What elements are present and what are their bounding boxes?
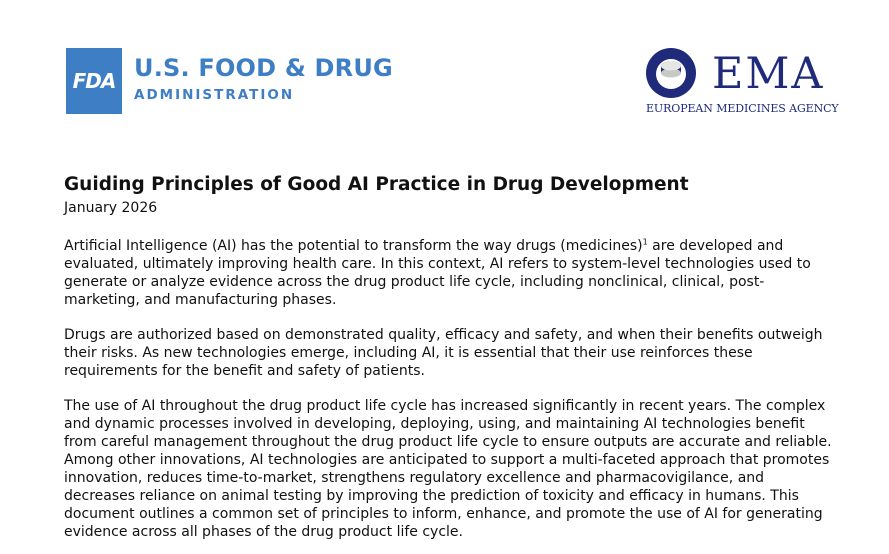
- fda-logo: [66, 48, 393, 114]
- paragraph-intro: [64, 237, 834, 309]
- fda-wordmark: [134, 54, 393, 104]
- document-title: Guiding Principles of Good AI Practice in Drug Development: [64, 174, 689, 195]
- paragraph-ai-use: The use of AI throughout the drug product life cycle has increased significantly in recent years. The complex and dynamic processes involved in developing, deploying, using, and maintaining AI technologies benefit from careful management throughout the drug product life cycle to ensure outputs are accurate and reliable. Among other innovations, AI technologies are anticipated to support a multi-faceted approach that promotes innovation, reduces time-to-market, strengthens regulatory excellence and pharmacovigilance, and decreases reliance on animal testing by improving the prediction of toxicity and efficacy in humans. This document outlines a common set of principles to inform, enhance, and promote the use of AI for generating evidence across all phases of the drug product life cycle.: [64, 398, 832, 540]
- ema-emblem-icon: [645, 47, 697, 99]
- ema-full-name: EUROPEAN MEDICINES AGENCY: [646, 102, 839, 115]
- ema-acronym: EMA: [712, 49, 825, 99]
- footnote-marker[interactable]: 1: [642, 237, 648, 247]
- fda-badge: FDA: [66, 48, 122, 114]
- fda-name-line1: U.S. FOOD & DRUG: [134, 54, 393, 82]
- document-date: January 2026: [64, 200, 158, 216]
- ema-logo: [645, 47, 839, 122]
- paragraph-authorization: Drugs are authorized based on demonstrated quality, efficacy and safety, and when their benefits outweigh their risks. As new technologies emerge, including AI, it is essential that their use reinforces these requirements for the benefit and safety of patients.: [64, 327, 823, 379]
- paragraph-intro-text-a: Artificial Intelligence (AI) has the potential to transform the way drugs (medicines): [64, 238, 643, 254]
- paragraph-intro-text-b: are developed and evaluated, ultimately improving health care. In this context, AI refers to system-level technologies used to generate or analyze evidence across the drug product life cycle, including nonclinical, clinical, post-marketing, and manufacturing phases.: [64, 238, 811, 308]
- fda-name-line2: ADMINISTRATION: [134, 87, 295, 103]
